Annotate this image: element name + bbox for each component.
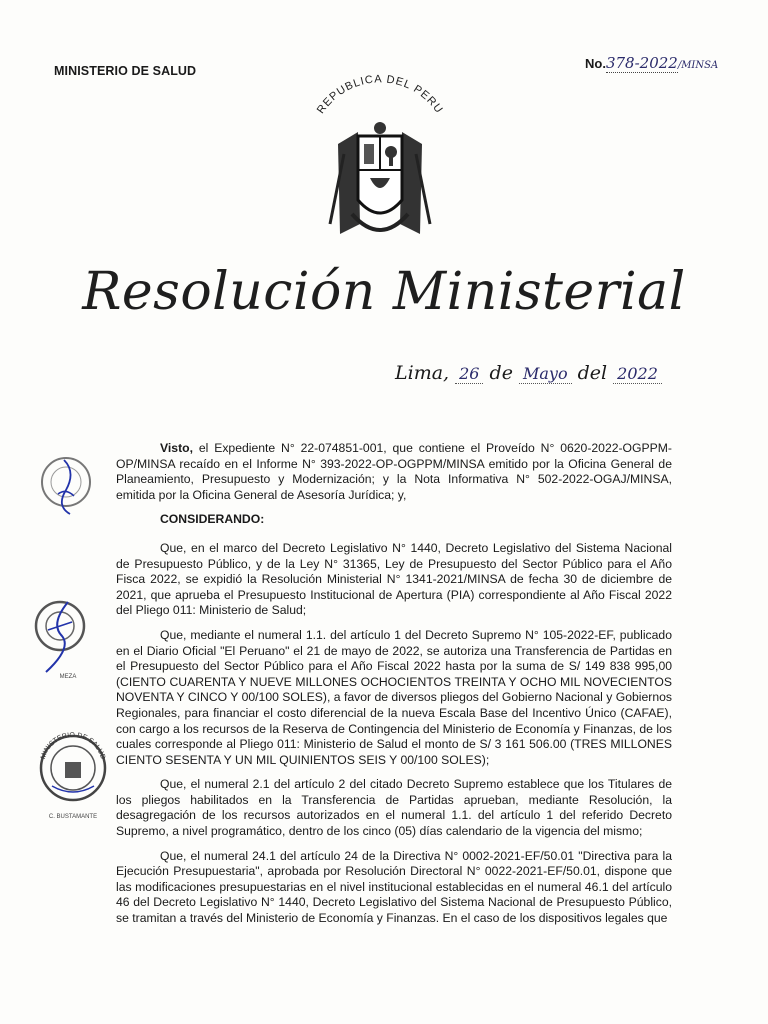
stamp3-caption: C. BUSTAMANTE — [48, 814, 98, 820]
dateline-del: del — [577, 362, 608, 384]
approval-stamp-icon — [36, 452, 96, 522]
visto-text: el Expediente N° 22-074851-001, que contiene el Proveído N° 0620-2022-OGPPM-OP/MINSA recaído en el Informe N° 393-2022-OP-OGPPM/MINSA emitido por la Oficina General de Planeamiento, Presupuesto y Modernización; y la Nota Informativa N° 502-2022-OGAJ/MINSA, emitida por la Oficina General de Asesoría Jurídica; y, — [116, 441, 672, 502]
svg-text:REPUBLICA DEL PERU — [315, 74, 445, 116]
resolution-number-suffix: /MINSA — [677, 60, 719, 71]
resolution-number-prefix: No. — [585, 56, 606, 71]
considerando-paragraph-3: Que, el numeral 2.1 del artículo 2 del citado Decreto Supremo establece que los Titulares de los pliegos habilitados en la Transferencia de Partidas aprueban, mediante Resolución, la desagregación de los recursos autorizados en el numeral 1.1. del artículo 1 del referido Decreto Supremo, a nivel programático, dentro de los cinco (05) días calendario de la vigencia del mismo; — [116, 777, 672, 839]
stamp2-caption: MEZA — [59, 674, 77, 680]
ministry-seal-icon — [34, 726, 112, 822]
dateline-year: 2022 — [613, 364, 662, 384]
visa-stamp-icon — [28, 596, 92, 680]
dateline-month: Mayo — [519, 364, 572, 384]
resolution-body — [116, 441, 672, 936]
considerando-paragraph-1: Que, en el marco del Decreto Legislativo N° 1440, Decreto Legislativo del Sistema Nacional de Presupuesto Público, y de la Ley N° 31365, Ley de Presupuesto del Sector Público para el Año Fisca 2022, se expidió la Resolución Ministerial N° 1341-2021/MINSA de fecha 30 de diciembre de 2021, que aprueba el Presupuesto Institucional de Apertura (PIA) correspondiente al Año Fiscal 2022 del Pliego 011: Ministerio de Salud; — [116, 540, 672, 618]
considerando-paragraph-4: Que, el numeral 24.1 del artículo 24 de la Directiva N° 0002-2021-EF/50.01 "Directiva para la Ejecución Presupuestaria", aprobada por Resolución Directoral N° 0022-2021-EF/50.01, dispone que las modificaciones presupuestarias en el nivel institucional establecidas en el numeral 46.1 del artículo 46 del Decreto Legislativo N° 1440, Decreto Legislativo del Sistema Nacional de Presupuesto Público, se tramitan a través del Ministerio de Economía y Finanzas. En el caso de los dispositivos legales que — [116, 848, 672, 926]
considerando-heading: CONSIDERANDO: — [160, 512, 265, 527]
dateline-day: 26 — [455, 364, 483, 384]
dateline-city: Lima, — [395, 362, 450, 384]
dateline-de: de — [489, 362, 513, 384]
resolution-number-handwritten: 378-2022 — [605, 54, 678, 72]
resolution-number — [585, 54, 718, 72]
dateline — [395, 362, 662, 384]
ministry-header: MINISTERIO DE SALUD — [54, 64, 197, 78]
visto-lead: Visto, — [160, 441, 193, 455]
document-title: Resolución Ministerial — [82, 262, 686, 322]
stamp3-arc-text: MINISTERIO DE SALUD — [39, 731, 107, 761]
considerando-paragraph-2: Que, mediante el numeral 1.1. del artículo 1 del Decreto Supremo N° 105-2022-EF, publicado en el Diario Oficial "El Peruano" el 21 de mayo de 2022, se autoriza una Transferencia de Partidas en el Presupuesto del Sector Público para el Año Fiscal 2022 hasta por la suma de S/ 149 838 995,00 (CIENTO CUARENTA Y NUEVE MILLONES OCHOCIENTOS TREINTA Y OCHO MIL NOVECIENTOS NOVENTA Y CINCO Y 00/100 SOLES), a favor de diversos pliegos del Gobierno Nacional y Gobiernos Regionales, para financiar el costo diferencial de la nueva Escala Base del Incentivo Único (CAFAE), con cargo a los recursos de la Reserva de Contingencia del Ministerio de Economía y Finanzas, de los cuales corresponde al Pliego 011: Ministerio de Salud el monto de S/ 3 161 506.00 (TRES MILLONES CIENTO SESENTA Y UN MIL QUINIENTOS SEIS Y 00/100 SOLES); — [116, 627, 672, 767]
crest-arc-text: REPUBLICA DEL PERU — [314, 74, 446, 117]
visto-paragraph — [116, 441, 672, 503]
coat-of-arms-icon — [300, 74, 460, 254]
